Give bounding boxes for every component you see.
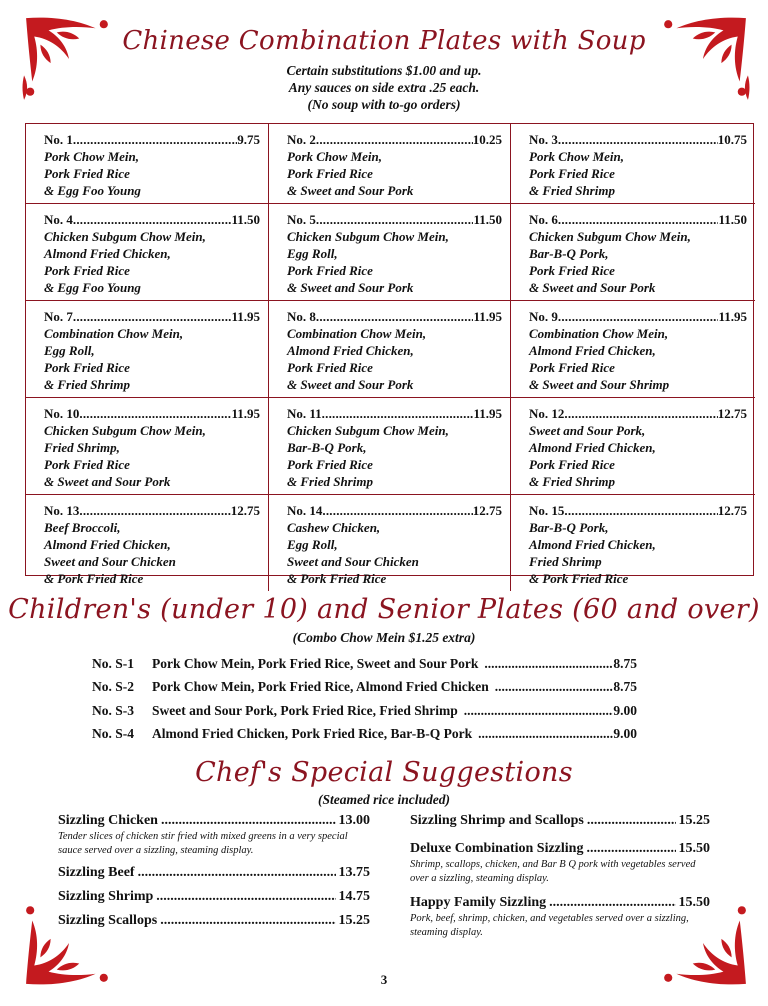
combo-item: Pork Chow Mein, xyxy=(529,149,624,164)
dot-leader xyxy=(484,656,613,672)
combo-item: & Sweet and Sour Pork xyxy=(529,280,656,295)
dot-leader xyxy=(564,502,717,519)
chef-special-name: Happy Family Sizzling xyxy=(410,895,547,910)
chef-special-line xyxy=(58,812,370,830)
kids-plate-code: No. S-4 xyxy=(92,726,135,742)
combo-item: Almond Fried Chicken, xyxy=(529,537,656,552)
combo-item: & Egg Foo Young xyxy=(44,280,141,295)
combo-header xyxy=(287,131,502,148)
chef-special-item xyxy=(410,812,710,830)
dot-leader xyxy=(558,211,719,228)
combo-item: Beef Broccoli, xyxy=(44,520,121,535)
dot-leader xyxy=(558,308,719,325)
dot-leader xyxy=(73,308,232,325)
chef-special-price: 13.00 xyxy=(338,813,370,828)
chef-special-line xyxy=(58,912,370,930)
dot-leader xyxy=(161,812,336,830)
dot-leader xyxy=(316,131,473,148)
dot-leader xyxy=(138,864,336,882)
chef-special-desc: Pork, beef, shrimp, chicken, and vegetables served over a sizzling, steaming display. xyxy=(410,913,689,938)
combo-item: Chicken Subgum Chow Mein, xyxy=(529,229,691,244)
combo-item: Almond Fried Chicken, xyxy=(529,343,656,358)
combo-item: Almond Fried Chicken, xyxy=(44,246,171,261)
chef-special-name: Sizzling Beef xyxy=(58,865,135,880)
combo-price: 11.50 xyxy=(473,212,502,227)
combo-cell xyxy=(511,124,755,204)
combo-number: No. 5 xyxy=(287,212,316,227)
kids-plate-row xyxy=(92,699,637,723)
combo-number: No. 7 xyxy=(44,309,73,324)
combo-item: Combination Chow Mein, xyxy=(287,326,427,341)
dot-leader xyxy=(79,405,231,422)
combo-cell xyxy=(511,495,755,591)
combo-item: Pork Fried Rice xyxy=(529,360,615,375)
combo-header xyxy=(44,405,260,422)
combo-number: No. 3 xyxy=(529,132,558,147)
kids-plate-desc: Pork Chow Mein, Pork Fried Rice, Almond Fried Chicken xyxy=(152,679,489,695)
kids-plate-desc: Sweet and Sour Pork, Pork Fried Rice, Fried Shrimp xyxy=(152,702,458,718)
dot-leader xyxy=(478,726,613,742)
combo-header xyxy=(287,211,502,228)
combo-price: 12.75 xyxy=(717,406,747,421)
combo-header xyxy=(287,405,502,422)
dot-leader xyxy=(316,211,474,228)
note-no-soup: (No soup with to-go orders) xyxy=(307,97,461,112)
chef-special-item xyxy=(58,864,370,882)
combo-header xyxy=(529,502,747,519)
combo-cell xyxy=(511,398,755,495)
kids-plate-price: 9.00 xyxy=(613,702,637,718)
combo-item: Sweet and Sour Chicken xyxy=(44,554,176,569)
chef-special-line xyxy=(58,888,370,906)
combo-price: 9.75 xyxy=(237,132,260,147)
chef-special-line xyxy=(58,864,370,882)
combo-item: Pork Fried Rice xyxy=(44,166,130,181)
combo-price: 11.95 xyxy=(231,406,260,421)
combo-header xyxy=(529,211,747,228)
chef-special-desc: Tender slices of chicken stir fried with mixed greens in a very special sauce served over a sizzling, steaming display. xyxy=(58,831,348,856)
combo-header xyxy=(287,308,502,325)
chef-special-item xyxy=(410,840,710,886)
combo-item: Egg Roll, xyxy=(44,343,95,358)
kids-plate-code: No. S-1 xyxy=(92,655,135,671)
combo-price: 11.50 xyxy=(231,212,260,227)
combo-number: No. 11 xyxy=(287,406,322,421)
dot-leader xyxy=(322,502,472,519)
combo-cell xyxy=(511,301,755,398)
combo-number: No. 10 xyxy=(44,406,80,421)
chef-special-item xyxy=(58,912,370,930)
combo-item: Sweet and Sour Pork, xyxy=(529,423,646,438)
combo-item: Pork Fried Rice xyxy=(529,457,615,472)
kids-plate-price: 8.75 xyxy=(613,679,637,695)
combo-header xyxy=(44,308,260,325)
kids-plate-code: No. S-3 xyxy=(92,702,135,718)
combo-item: Pork Fried Rice xyxy=(529,166,615,181)
combo-cell xyxy=(26,124,269,204)
combo-price: 11.95 xyxy=(473,309,502,324)
dot-leader xyxy=(73,131,237,148)
combo-header xyxy=(44,211,260,228)
dot-leader xyxy=(322,405,474,422)
combo-price: 11.95 xyxy=(473,406,502,421)
combo-cell xyxy=(511,204,755,301)
kids-plate-desc: Almond Fried Chicken, Pork Fried Rice, Bar-B-Q Pork xyxy=(152,726,473,742)
kids-plate-desc: Pork Chow Mein, Pork Fried Rice, Sweet and Sour Pork xyxy=(152,655,479,671)
combination-notes xyxy=(0,62,768,113)
combo-item: Almond Fried Chicken, xyxy=(287,343,414,358)
chef-specials-note: (Steamed rice included) xyxy=(318,792,450,807)
chef-special-item xyxy=(58,812,370,858)
combo-item: & Pork Fried Rice xyxy=(44,571,144,586)
combo-item: & Fried Shrimp xyxy=(529,474,615,489)
combo-price: 10.25 xyxy=(472,132,502,147)
combo-cell xyxy=(269,495,511,591)
chef-special-price: 13.75 xyxy=(338,865,370,880)
combo-item: Chicken Subgum Chow Mein, xyxy=(287,229,449,244)
combo-item: Pork Fried Rice xyxy=(287,263,373,278)
combo-item: & Pork Fried Rice xyxy=(529,571,629,586)
combo-cell xyxy=(269,301,511,398)
combo-header xyxy=(287,502,502,519)
chef-special-item xyxy=(58,888,370,906)
chef-special-name: Sizzling Shrimp xyxy=(58,889,154,904)
combo-item: Combination Chow Mein, xyxy=(44,326,184,341)
combo-item: Pork Chow Mein, xyxy=(287,149,382,164)
chef-special-name: Deluxe Combination Sizzling xyxy=(410,841,584,856)
combination-plates-grid xyxy=(25,123,754,586)
chef-specials-left-column xyxy=(58,812,370,936)
combo-item: & Sweet and Sour Shrimp xyxy=(529,377,670,392)
chef-special-price: 15.50 xyxy=(678,841,710,856)
combo-cell xyxy=(26,301,269,398)
note-sauces: Any sauces on side extra .25 each. xyxy=(288,80,480,95)
combo-item: Chicken Subgum Chow Mein, xyxy=(287,423,449,438)
dot-leader xyxy=(73,211,232,228)
combo-item: Combination Chow Mein, xyxy=(529,326,669,341)
combo-item: Bar-B-Q Pork, xyxy=(287,440,367,455)
chef-special-line xyxy=(410,812,710,830)
kids-plate-code: No. S-2 xyxy=(92,679,135,695)
dot-leader xyxy=(558,131,718,148)
combo-item: Pork Fried Rice xyxy=(287,360,373,375)
combo-item: & Sweet and Sour Pork xyxy=(287,183,414,198)
combo-item: Fried Shrimp, xyxy=(44,440,120,455)
chef-special-price: 15.25 xyxy=(678,813,710,828)
combo-item: Egg Roll, xyxy=(287,246,338,261)
chef-special-line xyxy=(410,840,710,858)
page-number: 3 xyxy=(380,972,388,987)
combo-item: Chicken Subgum Chow Mein, xyxy=(44,423,206,438)
combo-item: Sweet and Sour Chicken xyxy=(287,554,419,569)
combo-price: 12.75 xyxy=(472,503,502,518)
kids-senior-title: Children's (under 10) and Senior Plates (60 and over) xyxy=(8,594,760,625)
combo-cell xyxy=(26,495,269,591)
combo-number: No. 15 xyxy=(529,503,565,518)
combo-header xyxy=(529,308,747,325)
combo-price: 11.95 xyxy=(718,309,747,324)
combo-item: Pork Fried Rice xyxy=(529,263,615,278)
combo-cell xyxy=(269,124,511,204)
combo-item: Pork Fried Rice xyxy=(287,457,373,472)
combo-number: No. 8 xyxy=(287,309,316,324)
combo-number: No. 1 xyxy=(44,132,73,147)
kids-plate-row xyxy=(92,676,637,700)
combo-item: Bar-B-Q Pork, xyxy=(529,246,609,261)
combo-item: Egg Roll, xyxy=(287,537,338,552)
combo-item: & Fried Shrimp xyxy=(287,474,373,489)
combo-item: Chicken Subgum Chow Mein, xyxy=(44,229,206,244)
combo-item: & Fried Shrimp xyxy=(44,377,130,392)
combo-price: 11.50 xyxy=(718,212,747,227)
combo-item: Pork Chow Mein, xyxy=(44,149,139,164)
combo-number: No. 6 xyxy=(529,212,558,227)
combo-item: Fried Shrimp xyxy=(529,554,602,569)
kids-senior-list xyxy=(92,652,637,746)
combo-number: No. 9 xyxy=(529,309,558,324)
dot-leader xyxy=(495,679,614,695)
chef-special-item xyxy=(410,894,710,940)
kids-plate-row xyxy=(92,652,637,676)
combo-number: No. 13 xyxy=(44,503,80,518)
dot-leader xyxy=(156,888,335,906)
combo-item: Pork Fried Rice xyxy=(44,360,130,375)
combo-cell xyxy=(26,398,269,495)
combo-cell xyxy=(26,204,269,301)
chef-special-price: 15.50 xyxy=(678,895,710,910)
chef-special-name: Sizzling Chicken xyxy=(58,813,158,828)
combo-item: Pork Fried Rice xyxy=(44,263,130,278)
combo-header xyxy=(44,502,260,519)
chef-special-desc: Shrimp, scallops, chicken, and Bar B Q pork with vegetables served over a sizzling, steaming display. xyxy=(410,859,696,884)
combo-cell xyxy=(269,204,511,301)
combo-number: No. 12 xyxy=(529,406,565,421)
dot-leader xyxy=(79,502,230,519)
dot-leader xyxy=(587,812,676,830)
combo-item: & Sweet and Sour Pork xyxy=(44,474,171,489)
combo-item: & Pork Fried Rice xyxy=(287,571,387,586)
chef-specials-right-column xyxy=(410,812,710,946)
combo-item: & Sweet and Sour Pork xyxy=(287,280,414,295)
chef-special-name: Sizzling Scallops xyxy=(58,913,158,928)
combo-item: Almond Fried Chicken, xyxy=(529,440,656,455)
dot-leader xyxy=(464,703,614,719)
chef-special-line xyxy=(410,894,710,912)
dot-leader xyxy=(316,308,474,325)
combo-item: Bar-B-Q Pork, xyxy=(529,520,609,535)
note-substitutions: Certain substitutions $1.00 and up. xyxy=(286,63,482,78)
combo-price: 12.75 xyxy=(717,503,747,518)
combo-item: Pork Fried Rice xyxy=(287,166,373,181)
combo-price: 11.95 xyxy=(231,309,260,324)
combo-number: No. 2 xyxy=(287,132,316,147)
dot-leader xyxy=(160,912,335,930)
combo-price: 10.75 xyxy=(717,132,747,147)
kids-plate-row xyxy=(92,723,637,747)
combo-item: & Sweet and Sour Pork xyxy=(287,377,414,392)
dot-leader xyxy=(586,840,675,858)
combo-item: Cashew Chicken, xyxy=(287,520,381,535)
combo-cell xyxy=(269,398,511,495)
combo-item: Almond Fried Chicken, xyxy=(44,537,171,552)
combo-price: 12.75 xyxy=(230,503,260,518)
page-title: Chinese Combination Plates with Soup xyxy=(122,26,646,56)
chef-specials-title: Chef's Special Suggestions xyxy=(195,757,573,788)
chef-special-price: 15.25 xyxy=(338,913,370,928)
kids-senior-note: (Combo Chow Mein $1.25 extra) xyxy=(292,630,476,645)
combo-header xyxy=(529,405,747,422)
combo-number: No. 4 xyxy=(44,212,73,227)
combo-header xyxy=(44,131,260,148)
kids-plate-price: 9.00 xyxy=(613,726,637,742)
combo-item: & Fried Shrimp xyxy=(529,183,615,198)
dot-leader xyxy=(549,894,675,912)
combo-item: Pork Fried Rice xyxy=(44,457,130,472)
combo-header xyxy=(529,131,747,148)
combo-item: & Egg Foo Young xyxy=(44,183,141,198)
chef-special-name: Sizzling Shrimp and Scallops xyxy=(410,813,584,828)
combo-number: No. 14 xyxy=(287,503,323,518)
dot-leader xyxy=(564,405,717,422)
chef-special-price: 14.75 xyxy=(338,889,370,904)
kids-plate-price: 8.75 xyxy=(613,655,637,671)
